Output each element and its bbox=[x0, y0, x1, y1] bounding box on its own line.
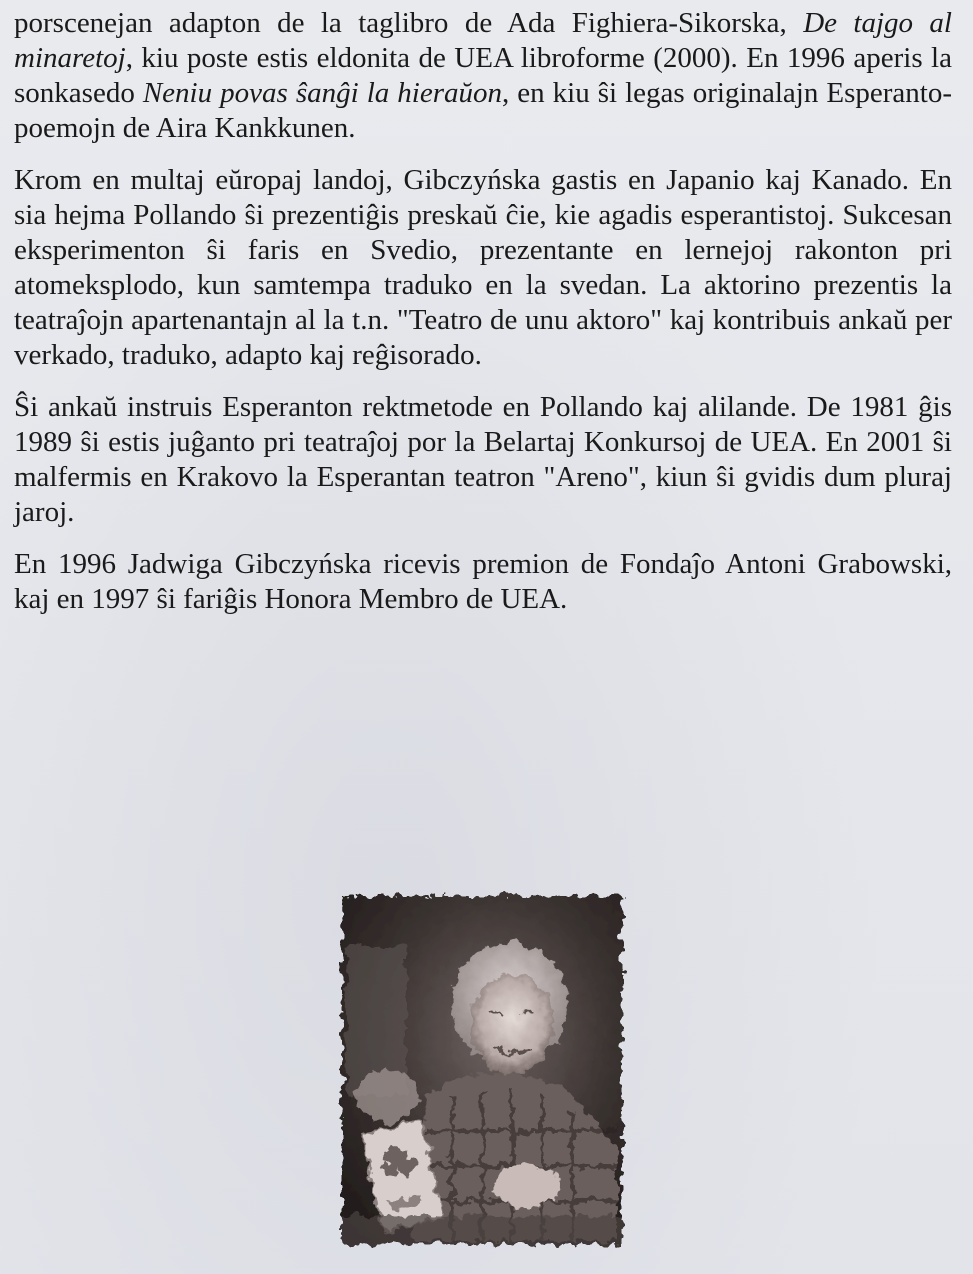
paragraph bbox=[14, 390, 952, 530]
portrait-photo-image bbox=[332, 886, 632, 1254]
text-run: Ŝi ankaŭ instruis Esperanton rektmetode en Pollando kaj alilande. De 1981 ĝis 1989 ŝi estis juĝanto pri teatraĵoj por la Belartaj Konkursoj de UEA. En 2001 ŝi malfermis en Krakovo la Esperantan teatron "Areno", kiun ŝi gvidis dum pluraj jaroj. bbox=[14, 391, 952, 528]
text-run: En 1996 Jadwiga Gibczyńska ricevis premion de Fondaĵo Antoni Grabowski, kaj en 1997 ŝi fariĝis Honora Membro de UEA. bbox=[14, 548, 952, 615]
text-run: , kiu poste estis eldonita de UEA libroforme (2000). En 1996 aperis la sonkasedo bbox=[14, 42, 952, 109]
portrait-photo bbox=[332, 886, 632, 1254]
text-run: , en kiu ŝi legas originalajn Esperanto-poemojn de Aira Kankkunen. bbox=[14, 77, 952, 144]
italic-title: Neniu povas ŝanĝi la hieraŭon bbox=[142, 77, 502, 109]
body-text bbox=[14, 6, 952, 617]
text-run: Krom en multaj eŭropaj landoj, Gibczyńska gastis en Japanio kaj Kanado. En sia hejma Pollando ŝi prezentiĝis preskaŭ ĉie, kie agadis esperantistoj. Sukcesan eksperimenton ŝi faris en Svedio, prezentante en lernejoj rakonton pri atomeksplodo, kun samtempa traduko en la svedan. La aktorino prezentis la teatraĵojn apartenantajn al la t.n. "Teatro de unu aktoro" kaj kontribuis ankaŭ per verkado, traduko, adapto kaj reĝisorado. bbox=[14, 164, 952, 371]
paragraph bbox=[14, 163, 952, 373]
text-run: porscenejan adapton de la taglibro de Ada Fighiera-Sikorska, bbox=[14, 7, 804, 39]
paragraph bbox=[14, 6, 952, 146]
paragraph bbox=[14, 547, 952, 617]
italic-title: De tajgo al minaretoj bbox=[14, 7, 952, 74]
